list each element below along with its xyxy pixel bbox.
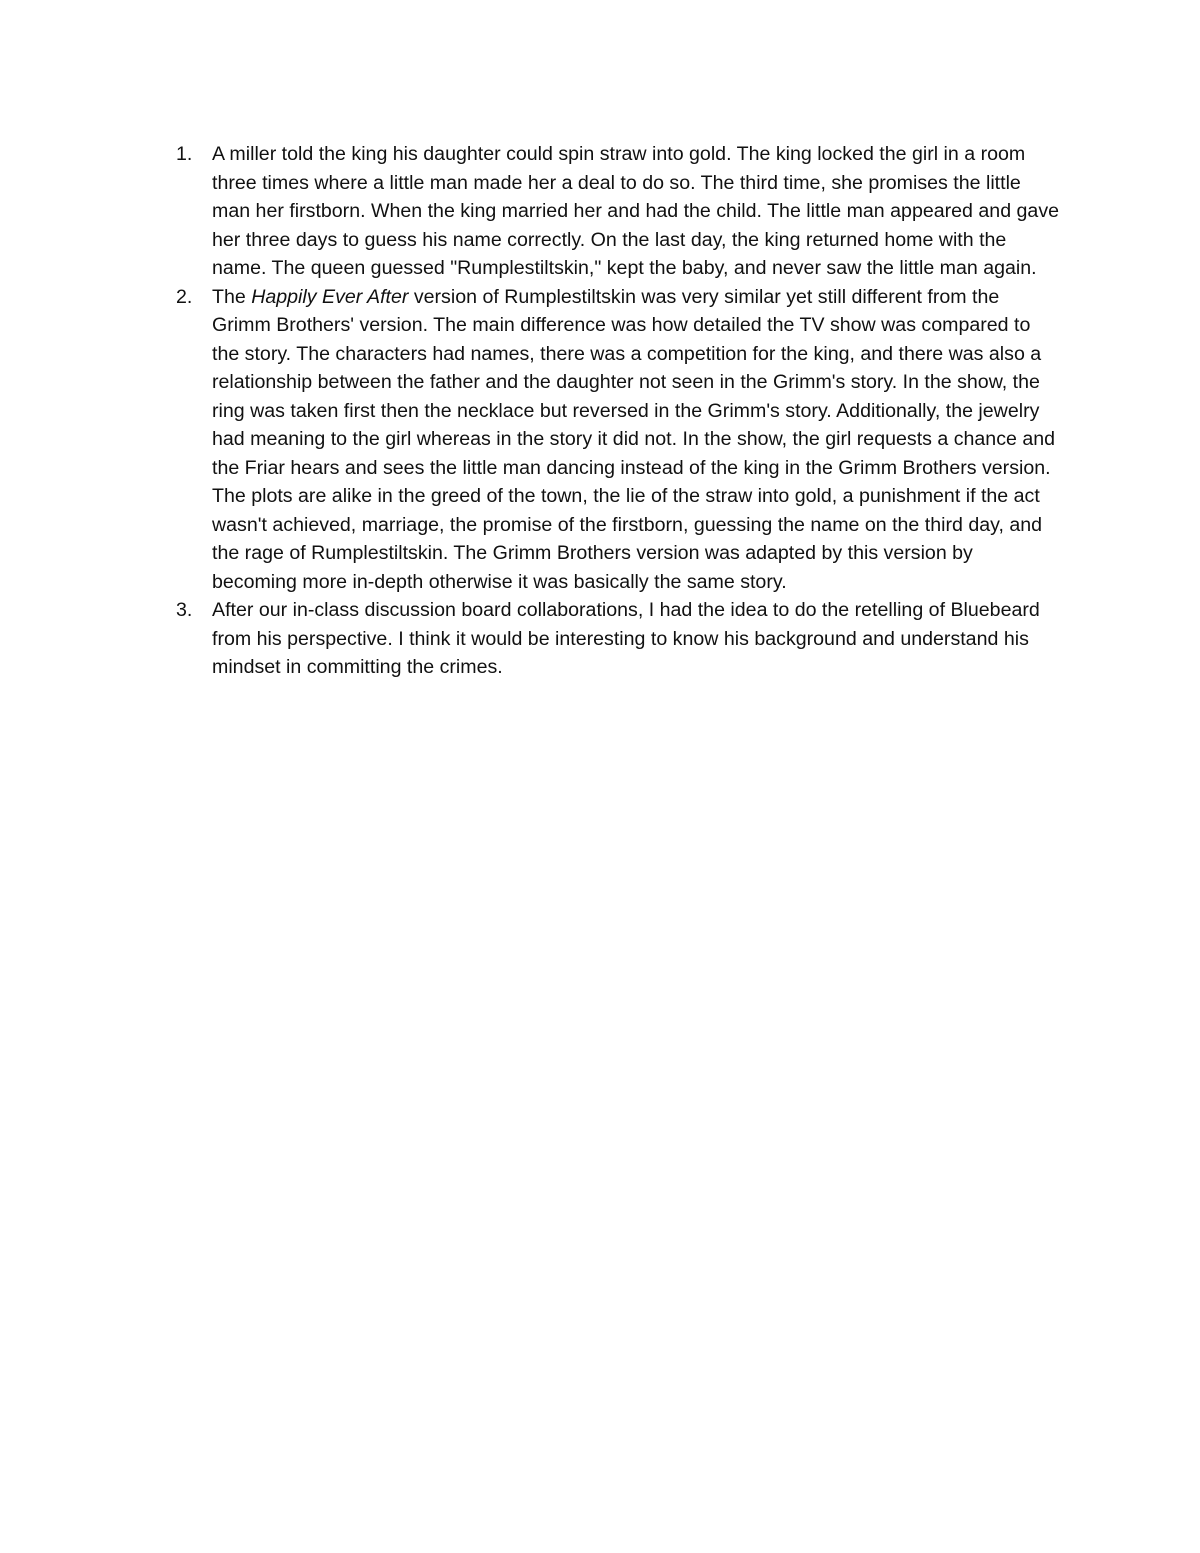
list-item-2 <box>172 283 1062 597</box>
list-text-1-body: A miller told the king his daughter could spin straw into gold. The king locked the girl in a room three times where a little man made her a deal to do so. The third time, she promises the little man her firstborn. When the king married her and had the child. The little man appeared and gave her three days to guess his name correctly. On the last day, the king returned home with the name. The queen guessed "Rumplestiltskin," kept the baby, and never saw the little man again. <box>212 143 1060 279</box>
list-number-1: 1. <box>176 143 193 165</box>
list-number-3: 3. <box>176 599 193 621</box>
list-text-3 <box>212 596 1062 682</box>
list-text-2-lead: The <box>212 285 252 308</box>
numbered-list <box>172 140 1062 682</box>
list-item-3 <box>172 596 1062 682</box>
list-number-2: 2. <box>176 285 193 308</box>
list-text-3-body: After our in-class discussion board collaborations, I had the idea to do the retelling of Bluebeard from his perspective. I think it would be interesting to know his background and understand his mindset in committing the crimes. <box>212 599 1040 678</box>
list-text-2 <box>212 283 1062 597</box>
show-title-italic: Happily Ever After <box>251 285 409 308</box>
list-text-2-body: version of Rumplestiltskin was very similar yet still different from the Grimm Brothers' version. The main difference was how detailed the TV show was compared to the story. The characters had names, there was a competition for the king, and there was also a relationship between the father and the daughter not seen in the Grimm's story. In the show, the ring was taken first then the necklace but reversed in the Grimm's story. Additionally, the jewelry had meaning to the girl whereas in the story it did not. In the show, the girl requests a chance and the Friar hears and sees the little man dancing instead of the king in the Grimm Brothers version. The plots are alike in the greed of the town, the lie of the straw into gold, a punishment if the act wasn't achieved, marriage, the promise of the firstborn, guessing the name on the third day, and the rage of Rumplestiltskin. The Grimm Brothers version was adapted by this version by becoming more in-depth otherwise it was basically the same story. <box>212 285 1056 593</box>
list-text-1 <box>212 140 1062 283</box>
list-item-1 <box>172 140 1062 283</box>
